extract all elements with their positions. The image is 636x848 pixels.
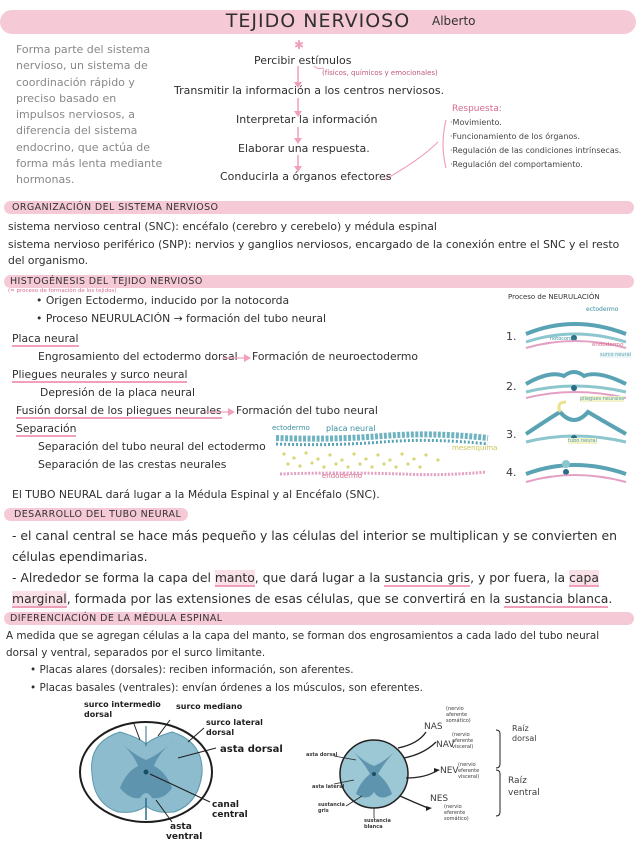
fusion-desc: Formación del tubo neural [236,404,378,417]
organizacion-line-3: del organismo. [8,254,89,267]
medula-label-ventral: ventral [166,832,203,842]
desarrollo-p2-line2: marginal, formada por las extensiones de esas células, que se convertirá en la sustancia blanca. [12,591,613,606]
nervios-label-sustancia-gris: sustancia gris [318,802,345,814]
placa-desc-1: Engrosamiento del ectodermo dorsal [38,350,238,363]
histogenesis-bullet-2: • Proceso NEURULACIÓN → formación del tubo neural [36,312,326,325]
section-heading-organizacion: ORGANIZACIÓN DEL SISTEMA NERVIOSO [12,202,219,213]
diferenciacion-bullet-2: • Placas basales (ventrales): envían órdenes a los músculos, son eferentes. [30,682,423,694]
desarrollo-p1-line2: células ependimarias. [12,549,148,564]
medula-label-surco-lateral: surco lateral [206,718,263,727]
raiz-ventral-2: ventral [508,788,540,798]
desarrollo-p2-line1: - Alrededor se forma la capa del manto, que dará lugar a la sustancia gris, y por fuera, la capa [12,570,599,585]
flow-step-3: Interpretar la información [236,113,378,126]
neurulacion-step-3: 3. [506,428,517,441]
nervios-label-asta-lateral: asta lateral [312,784,345,790]
nervios-nas-desc: (nervio aferente somático) [446,706,471,724]
flow-step-5: Conducirla a órganos efectores [220,170,392,183]
page-title: TEJIDO NERVIOSO [225,10,411,32]
flow-step-1: Percibir estímulos [254,54,352,67]
diferenciacion-bullet-1: • Placas alares (dorsales): reciben información, son aferentes. [30,664,354,676]
raiz-dorsal-2: dorsal [512,734,537,743]
neurulacion-label-notocorda: notocorda [550,336,576,342]
medula-label-central: central [212,810,248,820]
fusion-label: Fusión dorsal de los pliegues neurales [16,404,222,417]
diferenciacion-p1: A medida que se agregan células a la capa del manto, se forman dos engrosamientos a cada lado del tubo neural [6,630,600,642]
organizacion-line-1: sistema nervioso central (SNC): encéfalo (cerebro y cerebelo) y médula espinal [8,220,437,233]
nervios-nes: NES [430,794,449,804]
term-sustancia-blanca: sustancia blanca [504,591,609,606]
desarrollo-p1-line1: - el canal central se hace más pequeño y las células del interior se multiplican y se convierten en [12,528,618,543]
neurulacion-label-ectodermo: ectodermo [586,306,619,313]
neurulacion-title: Proceso de NEURULACIÓN [508,293,600,301]
nervios-nav-desc: (nervio aferente visceral) [452,732,474,750]
raiz-ventral-1: Raíz [508,776,527,786]
tissue-illustration [272,426,492,486]
medula-label-surco-mediano: surco mediano [176,702,243,711]
medula-label-dorsal-2: dorsal [206,728,235,737]
raiz-dorsal-1: Raíz [512,724,529,733]
placa-neural-label: Placa neural [12,332,79,345]
tissue-label-mesenquima: mesenquima [452,444,498,452]
nervios-nas: NAS [424,722,443,732]
flow-step-1-note: (físicos, químicos y emocionales) [322,69,438,77]
neurulacion-diagram [504,300,634,490]
neurulacion-step-4: 4. [506,466,517,479]
star-icon: ✱ [294,38,305,52]
separacion-desc-1: Separación del tubo neural del ectodermo [38,440,266,453]
separacion-label: Separación [16,422,77,435]
neurulacion-label-endodermo: endodermo [592,342,624,348]
respuesta-item: ·Movimiento. [450,118,502,127]
pliegues-label: Pliegues neurales y surco neural [12,368,188,381]
nervios-label-asta-dorsal: asta dorsal [306,752,338,758]
flow-step-4: Elaborar una respuesta. [238,142,370,155]
medula-label-canal: canal [212,800,239,810]
histogenesis-final: El TUBO NEURAL dará lugar a la Médula Espinal y al Encéfalo (SNC). [12,488,380,501]
nervios-nev: NEV [440,766,459,776]
section-heading-diferenciacion: DIFERENCIACIÓN DE LA MÉDULA ESPINAL [10,613,223,624]
respuesta-item: ·Regulación de las condiciones intrínsecas. [450,146,622,155]
intro-text: Forma parte del sistema nervioso, un sistema de coordinación rápido y preciso basado en impulsos nerviosos, a diferencia del sistema endocrino, que actúa de forma más lenta mediante hormonas. [16,43,163,187]
tissue-label-ectodermo: ectodermo [272,424,310,432]
medula-label-surco-intermedio: surco intermedio [84,700,161,709]
histogenesis-note: (= proceso de formación de los tejidos) [8,288,117,294]
term-capa: capa [569,570,599,585]
medula-label-asta-dorsal: asta dorsal [220,744,283,755]
section-heading-histogenesis: HISTOGÉNESIS DEL TEJIDO NERVIOSO [10,276,203,287]
neurulacion-step-2: 2. [506,380,517,393]
neurulacion-label-surco: surco neural [600,352,632,358]
diferenciacion-p2: dorsal y ventral, separados por el surco limitante. [6,647,266,659]
nervios-nev-desc: (nervio eferente visceral) [458,762,480,780]
respuesta-item: ·Funcionamiento de los órganos. [450,132,580,141]
respuesta-title: Respuesta: [452,104,502,114]
tissue-label-endodermo: endodermo [322,472,363,480]
term-manto: manto [214,570,255,585]
separacion-desc-2: Separación de las crestas neurales [38,458,227,471]
nervios-nes-desc: (nervio eferente somático) [444,804,469,822]
flow-step-2: Transmitir la información a los centros nerviosos. [174,84,445,97]
placa-desc-2: Formación de neuroectodermo [252,350,418,363]
medula-label-asta: asta [170,822,192,832]
tissue-label-placa: placa neural [326,424,376,433]
arrow-icon [222,353,252,363]
medula-label-dorsal: dorsal [84,710,113,719]
nervios-label-sustancia-blanca: sustancia blanca [364,818,391,830]
author-name: Alberto [432,14,476,28]
term-sustancia-gris: sustancia gris [384,570,471,585]
neurulacion-label-pliegues: pliegues neurales [580,396,625,402]
neurulacion-step-1: 1. [506,330,517,343]
section-heading-desarrollo: DESARROLLO DEL TUBO NEURAL [14,509,182,520]
histogenesis-bullet-1: • Origen Ectodermo, inducido por la notocorda [36,294,290,307]
pliegues-desc: Depresión de la placa neural [40,386,195,399]
organizacion-line-2: sistema nervioso periférico (SNP): nervios y ganglios nerviosos, encargado de la conexión entre el SNC y el resto [8,238,620,251]
term-marginal: marginal [12,591,67,606]
neurulacion-label-tubo: tubo neural [568,438,597,444]
nervios-nav: NAV [436,740,455,750]
respuesta-item: ·Regulación del comportamiento. [450,160,583,169]
arrow-icon [206,407,236,417]
